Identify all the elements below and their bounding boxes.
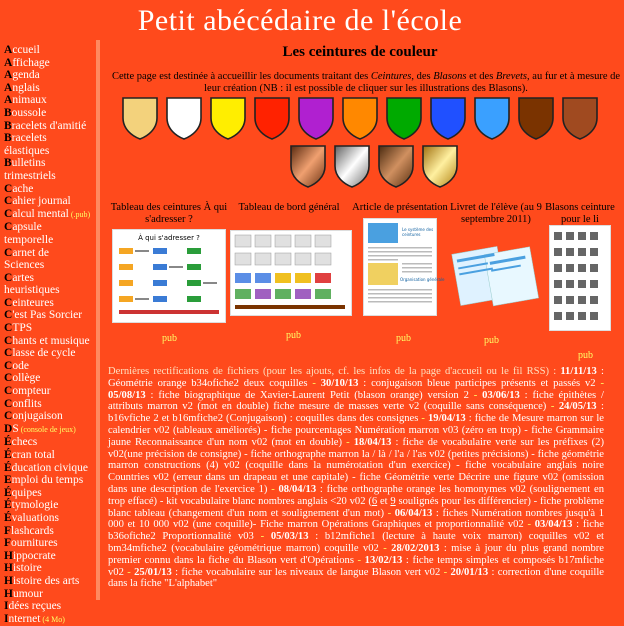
sidebar-link[interactable] [4,398,92,411]
sidebar-link-label: dées reçues [8,600,62,613]
sidebar-link-initial: I [4,612,9,625]
shield-icon[interactable] [376,144,416,188]
changes-intro: Dernières rectifications de fichiers (pour les ajouts, cf. les infos de la page d'accueil ou le fil RSS) : [108,366,557,377]
sidebar-link-initial: A [4,81,13,94]
shield-icon[interactable] [560,96,600,140]
sidebar-link[interactable] [4,221,92,246]
sidebar-link-initial: A [4,94,13,107]
sidebar-link-label: nternet [8,612,41,625]
pub-link[interactable]: pub [162,333,177,344]
sidebar-link-initial: C [4,385,13,398]
sidebar-link-label: apsule temporelle [4,221,54,246]
shield-icon[interactable] [332,144,372,188]
sidebar-link-label: arnet de Sciences [4,246,50,272]
sidebar-link[interactable] [4,562,92,575]
sidebar-link-initial: C [4,347,13,360]
sidebar-link[interactable] [4,132,92,157]
sidebar-link[interactable] [4,335,92,348]
sidebar-link-label: lashcards [11,524,54,537]
sidebar-link[interactable] [4,82,92,95]
sidebar-link-initial: C [4,296,13,309]
sidebar-link[interactable] [4,360,92,373]
svg-text:Organisation générale: Organisation générale [400,276,445,282]
sidebar-link[interactable] [4,322,92,335]
sidebar-link-initial: B [4,119,12,132]
sidebar-link-label: onjugaison [12,410,63,423]
sidebar-link-initial: C [4,195,13,208]
doc-thumbnail-icon[interactable] [363,218,445,316]
changes-list: 11/11/13 : Géométrie orange b34ofiche2 deux coquilles - 30/10/13 : conjugaison bleue participes présents et passés v2 - 05/08/13 : fiche biographique de Xavier-Laurent Petit (blason orange) version 2 - 03/06/13 : fiche épithètes / attributs marron v2 (mot en double) fiche mesure de masses verte v2 (coquille sans conséquence) - 24/05/13 : b16vfiche 2 et b16mfiche2 (Conjugaison) : coquilles dans des consignes - 19/04/13 : fiche de Mesure marron sur le calendrier v02 (tableaux améliorés) - fiche pourcentages Numération marron v03 (zéro en trop) - fiche Grammaire jaune Reconnaissance d'un nom v02 (mot en double) - 18/04/13 : fiche de vocabulaire verte sur les préfixes (2) v02(une précision de consigne) - fiche orthographe marron la / là / l'a / l'as v02 (petites précisions) - fiche géométrie marron constructions (4) v02 (coquille dans la numérotation d'un exercice) - fiche vocabulaire anglais noire Countries v02 (erreur dans un drapeau et une capitale) - fiche Géométrie verte Décrire une figure v02 (omission dans une description de l'exercice 1) - 08/04/13 : fiche orthographe orange les homonymes v02 (soulignement en trop effacé) - kit vocabulaire blanc nombres anglais <20 v02 (6 et 9 soulignés pour les différencier) - fiche problème blanc tableau (changement d'un nom et soulignement d'un mot) - 06/04/13 : fiches Numération nombres jusqu'à 1 000 et 10 000 v02 (une coquille)- Fiche marron Opérations Graphiques et proportionnalité v02 - 03/04/13 : fiche b36ofiche2 Proportionnalité v03 - 05/03/13 : b12mfiche1 (lecture à haute voix marron) coquilles v02 et bm34mfiche2 (vocabulaire géométrique marron) coquille v02 - 28/02/2013 : mise à jour du plus grand nombre premier connu dans la fiche du Blason vert d'Opérations - 13/02/13 : fiche temps simples et composés b17mfiche v02 - 25/01/13 : fiche vocabulaire sur les niveaux de langue Blason vert v02 - 20/01/13 : correction d'une coquille dans la fiche "L'alphabet" [108,366,605,590]
shield-icon[interactable] [296,96,336,140]
sidebar-link[interactable] [4,309,92,322]
sidebar-link-initial: A [4,56,13,69]
sidebar-link[interactable] [4,499,92,512]
sidebar-link-label: genda [12,69,40,82]
sidebar-link-initial: B [4,132,12,145]
sidebar-link-label: istoire [12,562,42,575]
sidebar-link-label: hants et musique [12,334,90,347]
sidebar-link[interactable] [4,195,92,208]
sidebar-link[interactable] [4,575,92,588]
doc-livret-eleve[interactable] [446,202,546,317]
sidebar-link-label: istoire des arts [12,574,80,587]
sidebar-link-initial: C [4,271,13,284]
shield-icon[interactable] [340,96,380,140]
changes-log [108,366,604,590]
sidebar-link-initial: I [4,600,9,613]
sidebar-link-initial: A [4,44,13,56]
sidebar-link-initial: É [4,499,12,512]
sidebar-link[interactable] [4,588,92,601]
sidebar-link-initial: A [4,69,13,82]
sidebar-link[interactable] [4,613,92,626]
sidebar-link-label: umour [12,587,43,600]
sidebar-link-label: einteures [12,296,54,309]
sidebar-nav [4,44,92,626]
sidebar-link-label: ffichage [12,56,50,69]
doc-thumbnail-icon[interactable] [112,229,226,323]
sidebar-link[interactable] [4,183,92,196]
doc-label: Tableau de bord général [238,202,340,213]
shield-icon[interactable] [164,96,204,140]
sidebar-link[interactable] [4,487,92,500]
svg-text:À qui s'adresser ?: À qui s'adresser ? [138,234,200,242]
sidebar-link-initial: C [4,182,13,195]
pub-link[interactable]: pub [286,330,301,341]
doc-tableau-de-bord[interactable] [230,202,348,319]
sidebar-link-label: checs [11,436,38,449]
shield-row-metal [288,144,460,188]
sidebar-link-initial: B [4,157,12,170]
sidebar-link-initial: C [4,359,13,372]
shield-icon[interactable] [428,96,468,140]
sidebar-link[interactable] [4,297,92,310]
doc-thumbnail-icon[interactable] [448,237,544,313]
sidebar-link-initial: C [4,309,13,322]
sidebar-link[interactable] [4,537,92,550]
sidebar-link-initial: C [4,410,13,423]
sidebar-link-initial: H [4,587,13,600]
sidebar-link[interactable] [4,436,92,449]
sidebar-link-initial: C [4,372,13,385]
sidebar-link[interactable] [4,247,92,272]
sidebar-link[interactable] [4,449,92,462]
sidebar-link-initial: C [4,246,13,259]
sidebar-link[interactable] [4,272,92,297]
intro-text: Cette page est destinée à accueillir les documents traitant des Ceintures, des Blasons et des Brevets, au fur et à mesure de leur création (NB : il est possible de cliquer sur les illustrations des Blasons). [111,71,621,94]
sidebar-link-label: alcul mental [12,207,69,220]
sidebar-link-initial: F [4,537,12,550]
doc-article-presentation[interactable] [350,202,450,319]
sidebar-link-initial: É [4,486,12,499]
sidebar-link-label: ompteur [12,385,51,398]
sidebar-link-initial: C [4,322,13,335]
sidebar-link-label: nglais [12,81,40,94]
sidebar-link-initial: C [4,207,13,220]
sidebar-link-label: mploi du temps [11,474,84,487]
sidebar-link-label: racelets élastiques [4,132,50,157]
pub-link[interactable]: pub [396,333,411,344]
sidebar-link-initial: F [4,524,12,537]
sidebar-link-label: ollège [12,372,41,385]
sidebar-link-initial: É [4,449,12,461]
sidebar-link-label: ode [12,359,29,372]
sidebar-link[interactable] [4,550,92,563]
sidebar-link[interactable] [4,462,92,475]
sidebar-link-label: ccueil [12,44,40,56]
sidebar-link-initial: C [4,397,13,410]
svg-text:Le système des: Le système des [402,226,434,232]
doc-label: Livret de l'élève (au 9 septembre 2011) [450,202,542,225]
sidebar-link[interactable] [4,410,92,423]
sidebar-link-note: (4 Mo) [40,614,65,624]
sidebar-link[interactable] [4,347,92,360]
sidebar-link-label: 'est Pas Sorcier [12,309,83,322]
sidebar-link-initial: É [4,461,12,474]
sidebar-link[interactable] [4,423,92,437]
shield-icon[interactable] [516,96,556,140]
pub-link[interactable]: pub [578,350,593,361]
sidebar-link-label: TPS [12,322,33,335]
shield-icon[interactable] [384,96,424,140]
doc-tableau-ceintures[interactable] [110,202,228,327]
shield-icon[interactable] [208,96,248,140]
doc-label: Tableau des ceintures À qui s'adresser ? [110,202,228,225]
sidebar-link[interactable] [4,525,92,538]
sidebar-link-initial: D [4,422,13,435]
sidebar-link[interactable] [4,57,92,70]
main-content [96,40,621,600]
sidebar-link[interactable] [4,372,92,385]
sidebar-link-label: tymologie [11,499,59,512]
sidebar-link[interactable] [4,44,92,57]
sidebar-link-label: artes heuristiques [4,271,60,297]
sidebar-link-initial: H [4,549,13,562]
shield-icon[interactable] [288,144,328,188]
shield-row-primary [120,96,600,140]
sidebar-link-initial: H [4,574,13,587]
sidebar-link-label: onflits [12,397,42,410]
doc-thumbnail-icon[interactable] [549,225,611,331]
sidebar-link-initial: E [4,474,12,487]
sidebar-link[interactable] [4,69,92,82]
sidebar-link[interactable] [4,157,92,182]
doc-blasons-ceinture[interactable] [540,202,620,335]
sidebar-link-initial: C [4,221,13,234]
sidebar-link-label: ournitures [11,537,58,550]
shield-icon[interactable] [252,96,292,140]
site-title: Petit abécédaire de l'école [137,4,463,37]
sidebar-link-label: valuations [11,511,59,524]
page-title: Les ceintures de couleur [282,44,438,60]
sidebar-link[interactable] [4,385,92,398]
sidebar-link[interactable] [4,208,92,222]
sidebar-link-initial: B [4,106,12,119]
pub-link[interactable]: pub [484,335,499,346]
svg-text:ceintures: ceintures [402,231,421,237]
sidebar-link-label: nimaux [12,94,47,107]
sidebar-link-note: (.pub) [68,209,91,219]
sidebar-link-note: (console de jeux) [18,424,76,434]
sidebar-link-initial: É [4,436,12,449]
sidebar-link-label: racelets d'amitié [11,119,87,132]
sidebar-link[interactable] [4,107,92,120]
sidebar-link-initial: H [4,562,13,575]
sidebar-link[interactable] [4,94,92,107]
doc-label: Blasons ceinture pour le li [545,202,615,225]
sidebar-link-label: oussole [11,106,47,119]
sidebar-link-label: quipes [11,486,42,499]
sidebar-link-initial: C [4,334,13,347]
shield-icon[interactable] [120,96,160,140]
sidebar-link[interactable] [4,120,92,133]
sidebar-link-label: S [12,422,19,435]
shield-icon[interactable] [472,96,512,140]
sidebar-link-label: ache [12,182,34,195]
sidebar-link-initial: É [4,511,12,524]
shield-icon[interactable] [420,144,460,188]
doc-label: Article de présentation [352,202,448,213]
sidebar-link[interactable] [4,512,92,525]
sidebar-link-label: lasse de cycle [12,347,76,360]
sidebar-link-label: ulletins trimestriels [4,157,56,182]
sidebar-link-label: ahier journal [12,195,71,208]
sidebar-link-label: cran total [11,449,55,461]
sidebar-link[interactable] [4,474,92,487]
sidebar-link-label: ippocrate [12,549,56,562]
sidebar-link[interactable] [4,600,92,613]
doc-thumbnail-icon[interactable] [230,230,352,316]
sidebar-link-label: ducation civique [11,461,88,474]
